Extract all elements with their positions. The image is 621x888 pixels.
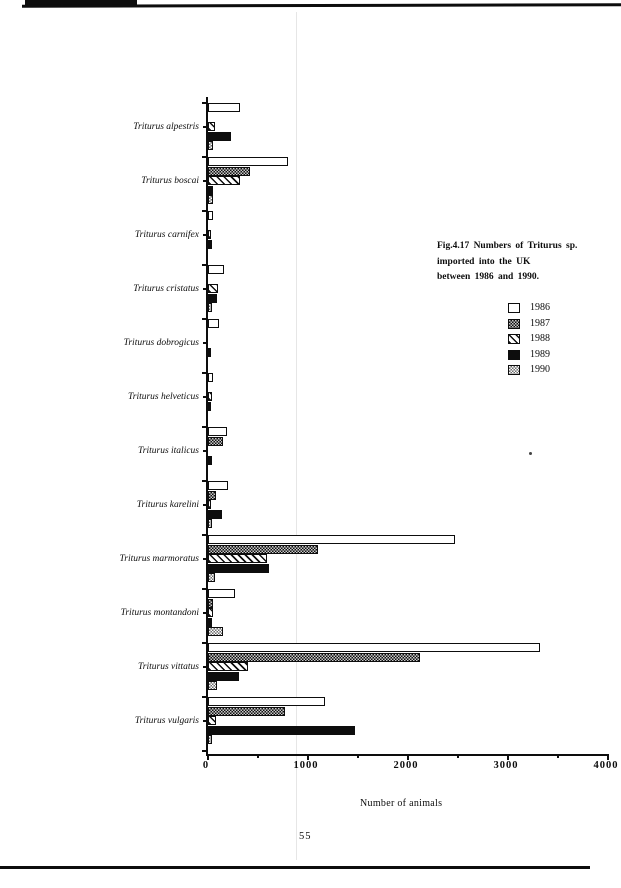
category-label: Triturus vulgaris <box>134 716 199 726</box>
y-axis-tick <box>202 480 208 482</box>
bar-1990 <box>208 141 213 150</box>
y-axis-tick <box>202 426 208 428</box>
figure-caption <box>437 239 577 286</box>
y-axis-tick <box>203 180 208 182</box>
bottom-rule-line <box>0 866 590 869</box>
x-axis-minor-tick <box>557 754 559 758</box>
bar-1987 <box>208 437 223 446</box>
legend-swatch-1990 <box>508 365 520 375</box>
bar-1989 <box>208 618 212 627</box>
x-axis-minor-tick <box>357 754 359 758</box>
x-axis-minor-tick <box>457 754 459 758</box>
y-axis-tick <box>203 612 208 614</box>
bar-1990 <box>208 681 217 690</box>
bar-1988 <box>208 554 267 563</box>
bar-1987 <box>208 167 250 176</box>
legend-swatch-1987 <box>508 319 520 329</box>
bar-1989 <box>208 456 212 465</box>
bar-1986 <box>208 319 219 328</box>
bar-1989 <box>208 240 212 249</box>
bar-1989 <box>208 672 239 681</box>
category-label: Triturus dobrogicus <box>123 338 199 348</box>
bar-1988 <box>208 608 213 617</box>
bar-1989 <box>208 132 231 141</box>
bar-1989 <box>208 564 269 573</box>
y-axis-tick <box>203 450 208 452</box>
figure-caption-line: Fig.4.17 Numbers of Triturus sp. <box>437 241 578 251</box>
legend-label: 1989 <box>530 348 550 360</box>
bar-1989 <box>208 186 213 195</box>
legend-swatch-1986 <box>508 303 520 313</box>
bar-1990 <box>208 303 212 312</box>
bar-1986 <box>208 643 540 652</box>
bar-1989 <box>208 348 211 357</box>
x-axis-title: Number of animals <box>360 798 443 809</box>
y-axis-tick <box>203 126 208 128</box>
legend-label: 1986 <box>530 302 550 313</box>
category-label: Triturus helveticus <box>128 392 199 402</box>
top-rule-line <box>22 3 621 8</box>
y-axis-tick <box>203 342 208 344</box>
bar-1988 <box>208 500 211 509</box>
y-axis-tick <box>202 372 208 374</box>
y-axis-tick <box>203 234 208 236</box>
y-axis-tick <box>202 318 208 320</box>
bar-1986 <box>208 427 227 436</box>
bar-1988 <box>208 662 248 671</box>
bar-1987 <box>208 707 285 716</box>
y-axis-tick <box>202 642 208 644</box>
bar-1986 <box>208 265 224 274</box>
y-axis-tick <box>202 156 208 158</box>
legend-swatch-1988 <box>508 334 520 344</box>
bar-1987 <box>208 491 216 500</box>
category-label: Triturus vittatus <box>138 662 199 672</box>
bar-1988 <box>208 716 216 725</box>
category-label: Triturus marmoratus <box>119 554 199 564</box>
bar-1988 <box>208 176 240 185</box>
bar-1986 <box>208 535 455 544</box>
category-label: Triturus alpestris <box>133 122 199 132</box>
bar-1986 <box>208 697 325 706</box>
category-label: Triturus boscai <box>141 176 199 186</box>
figure-caption-line: between 1986 and 1990. <box>437 272 540 282</box>
x-axis-tick-label: 2000 <box>393 760 419 771</box>
y-axis-tick <box>202 588 208 590</box>
bar-1990 <box>208 519 212 528</box>
category-label: Triturus italicus <box>138 446 199 456</box>
legend-label: 1987 <box>530 317 550 329</box>
bar-1987 <box>208 653 420 662</box>
y-axis-tick <box>203 288 208 290</box>
x-axis-tick-label: 1000 <box>293 760 319 771</box>
y-axis-tick <box>202 264 208 266</box>
y-axis-tick <box>203 504 208 506</box>
bar-1986 <box>208 481 228 490</box>
x-axis-tick-label: 3000 <box>493 760 519 771</box>
bar-1986 <box>208 157 288 166</box>
bar-1987 <box>208 599 213 608</box>
category-label: Triturus karelini <box>136 500 199 510</box>
y-axis-tick <box>203 666 208 668</box>
y-axis-tick <box>203 396 208 398</box>
bar-1989 <box>208 510 222 519</box>
y-axis-tick <box>202 696 208 698</box>
bar-1987 <box>208 545 318 554</box>
bar-1986 <box>208 373 213 382</box>
bar-1986 <box>208 211 213 220</box>
figure-caption-line: imported into the UK <box>437 256 531 267</box>
bar-1989 <box>208 402 211 411</box>
bar-1990 <box>208 195 213 204</box>
x-axis-tick-label: 0 <box>202 760 210 771</box>
bar-1986 <box>208 103 240 112</box>
legend-label: 1988 <box>530 333 550 345</box>
y-axis-tick <box>203 720 208 722</box>
bar-1986 <box>208 589 235 598</box>
bar-1990 <box>208 573 215 582</box>
category-label: Triturus cristatus <box>133 284 199 294</box>
bar-chart-plot-area <box>206 97 608 756</box>
legend-swatch-1989 <box>508 350 520 360</box>
bar-1989 <box>208 726 355 735</box>
y-axis-tick <box>203 558 208 560</box>
category-label: Triturus montandoni <box>120 608 199 618</box>
y-axis-tick <box>202 210 208 212</box>
bar-1988 <box>208 284 218 293</box>
x-axis-minor-tick <box>257 754 259 758</box>
category-label: Triturus carnifex <box>134 230 199 240</box>
x-axis-tick-label: 4000 <box>593 760 619 771</box>
y-axis-tick <box>202 102 208 104</box>
bar-1989 <box>208 294 217 303</box>
bar-1988 <box>208 122 215 131</box>
legend-label: 1990 <box>530 364 550 376</box>
y-axis-tick <box>202 750 208 752</box>
bar-1988 <box>208 392 212 401</box>
bar-1990 <box>208 627 223 636</box>
page-number: 55 <box>299 831 312 842</box>
y-axis-tick <box>202 534 208 536</box>
bar-1988 <box>208 230 211 239</box>
bar-1990 <box>208 735 212 744</box>
